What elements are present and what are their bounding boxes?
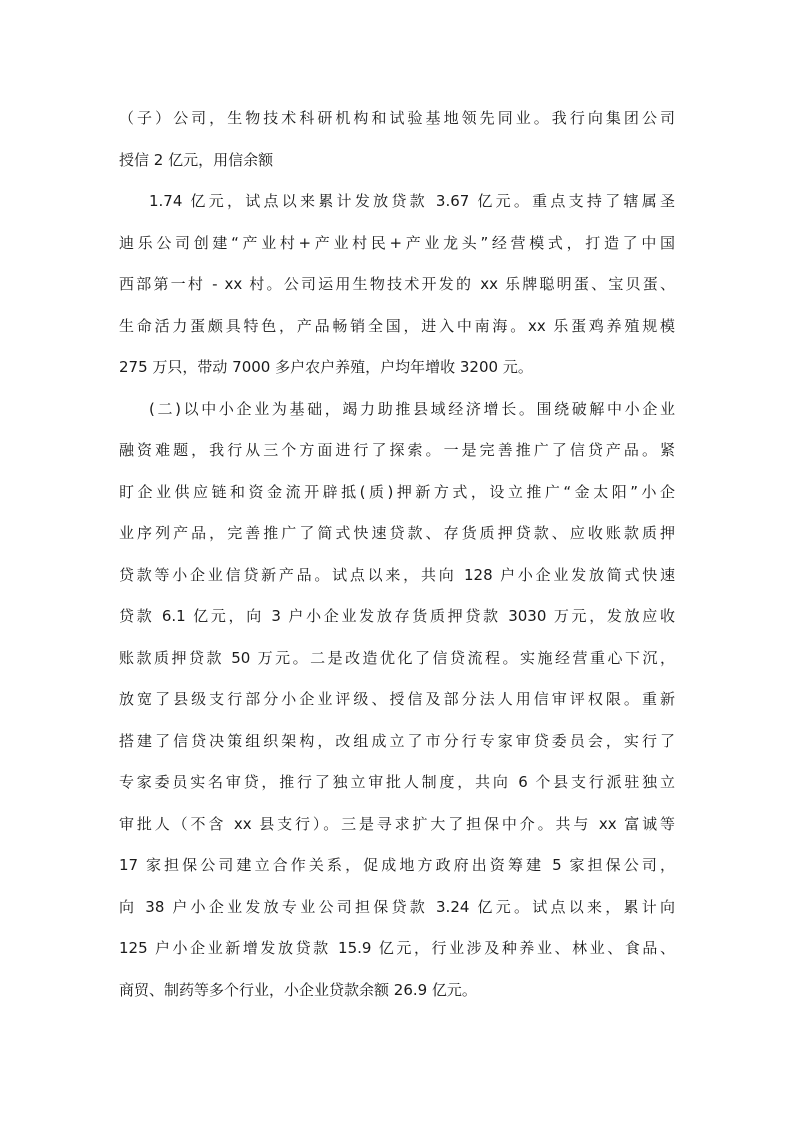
text-line: 搭建了信贷决策组织架构，改组成立了市分行专家审贷委员会，实行了 bbox=[119, 731, 675, 750]
text-line: 业序列产品，完善推广了简式快速贷款、存货质押贷款、应收账款质押 bbox=[119, 524, 675, 542]
text-line: 审批人（不含 xx 县支行）。三是寻求扩大了担保中介。共与 xx 富诚等 bbox=[119, 814, 675, 833]
text-line: 账款质押贷款 50 万元。二是改造优化了信贷流程。实施经营重心下沉， bbox=[119, 648, 675, 667]
text-line: 放宽了县级支行部分小企业评级、授信及部分法人用信审评权限。重新 bbox=[119, 690, 675, 708]
text-line: 西部第一村 - xx 村。公司运用生物技术开发的 xx 乐牌聪明蛋、宝贝蛋、 bbox=[119, 275, 675, 293]
text-line: （子）公司，生物技术科研机构和试验基地领先同业。我行向集团公司 bbox=[119, 109, 675, 127]
text-line: 贷款等小企业信贷新产品。试点以来，共向 128 户小企业发放简式快速 bbox=[119, 565, 675, 584]
text-line: 商贸、制药等多个行业，小企业贷款余额 26.9 亿元。 bbox=[119, 980, 477, 999]
text-line: 迪乐公司创建“产业村+产业村民+产业龙头”经营模式，打造了中国 bbox=[119, 233, 675, 252]
text-line: 融资难题，我行从三个方面进行了探索。一是完善推广了信贷产品。紧 bbox=[119, 441, 675, 459]
text-line: 专家委员实名审贷，推行了独立审批人制度，共向 6 个县支行派驻独立 bbox=[119, 773, 675, 791]
text-line: 125 户小企业新增发放贷款 15.9 亿元，行业涉及种养业、林业、食品、 bbox=[119, 939, 675, 957]
text-line: 贷款 6.1 亿元，向 3 户小企业发放存货质押贷款 3030 万元，发放应收 bbox=[119, 607, 675, 625]
text-line: 盯企业供应链和资金流开辟抵(质)押新方式，设立推广“金太阳”小企 bbox=[119, 482, 675, 501]
text-line: 授信 2 亿元，用信余额 bbox=[119, 150, 274, 169]
text-line: (二)以中小企业为基础，竭力助推县域经济增长。围绕破解中小企业 bbox=[149, 399, 675, 418]
document-body bbox=[119, 100, 675, 1013]
text-line: 275 万只，带动 7000 多户农户养殖，户均年增收 3200 元。 bbox=[119, 358, 533, 376]
text-line: 生命活力蛋颇具特色，产品畅销全国，进入中南海。xx 乐蛋鸡养殖规模 bbox=[119, 316, 675, 335]
text-line: 17 家担保公司建立合作关系，促成地方政府出资筹建 5 家担保公司， bbox=[119, 856, 675, 874]
text-line: 1.74 亿元，试点以来累计发放贷款 3.67 亿元。重点支持了辖属圣 bbox=[149, 192, 675, 210]
text-line: 向 38 户小企业发放专业公司担保贷款 3.24 亿元。试点以来，累计向 bbox=[119, 897, 675, 916]
